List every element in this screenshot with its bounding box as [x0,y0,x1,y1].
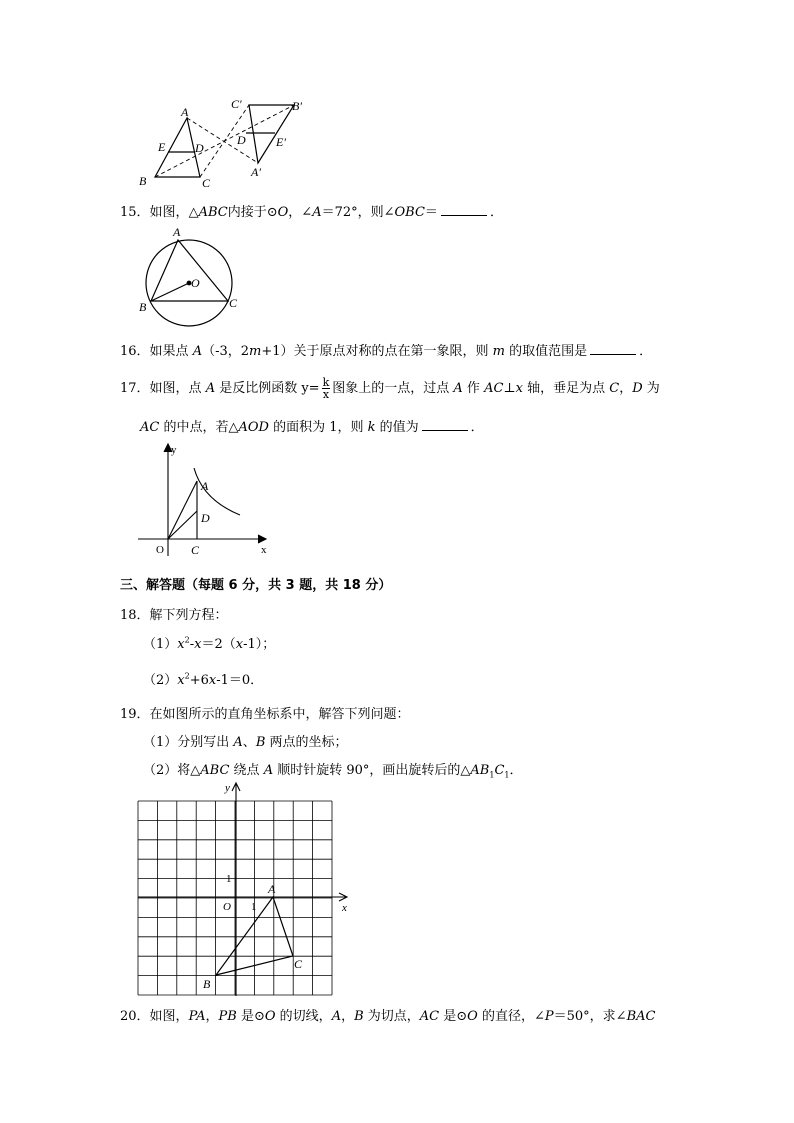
q20-t5: 是⊙ [236,1009,265,1024]
q16-t2: A [192,344,203,359]
q20-t6: O [264,1009,276,1024]
q16-text [120,340,652,359]
q17-l2-4: 的面积为 1，则 [268,420,368,435]
q19-p2-sub1: 1 [489,770,495,780]
q15-t5: O [277,205,289,220]
q18-title-text: 解下列方程： [149,608,228,623]
label-D: D [195,141,204,155]
q17-l2-7: ． [470,420,484,435]
label-B: B [139,174,147,188]
q19-label-B: B [203,977,211,991]
q15-label-B: B [139,300,147,314]
q19-p2-c: 绕点 [229,763,264,778]
q17-t9: x [515,381,523,396]
q19-p2-f: AB [470,763,490,778]
q19-label-1y: 1 [226,873,232,885]
q15-number: 15． [120,205,150,220]
q19-p2-b: ABC [200,763,230,778]
q19-label-y: y [225,782,230,794]
q16-number: 16． [120,344,150,359]
q17-l2-6: 的值为 [375,420,419,435]
label-E: E [158,140,166,154]
q20-text [120,1005,655,1024]
fraction-k-over-x [322,377,331,400]
q18-p1-b: x [177,637,185,652]
q16-t3: （-3，2 [202,344,250,359]
q18-p1-sup: 2 [184,635,190,645]
q17-t14: 为 [642,381,660,396]
q17-t11: C [609,381,620,396]
fraction-numerator: k [322,376,330,389]
q20-t9: ， [341,1009,355,1024]
label-B-prime: B′ [292,99,302,113]
q20-t1: 如图， [149,1009,189,1024]
q17-t2: A [205,381,216,396]
q16-t5: +1）关于原点对称的点在第一象限，则 [261,344,493,359]
q19-p2-d: A [263,763,274,778]
q18-p1-a: （1） [143,637,178,652]
q20-t16: P [544,1009,554,1024]
q19-label-1x: 1 [251,901,257,913]
q15-label-O: O [191,276,200,290]
q17-figure [135,440,275,558]
q19-grid-figure [130,780,360,1000]
q20-number: 20． [120,1009,150,1024]
q19-p1-e: 两点的坐标； [265,735,348,750]
q20-t7: 的切线， [275,1009,332,1024]
q19-p1-c: 、 [242,735,256,750]
q15-t10: ＝ [424,205,438,220]
q20-t10: B [354,1009,364,1024]
q19-p2-e: 顺时针旋转 90°，画出旋转后的△ [273,763,471,778]
q18-p1-f: x [235,637,244,652]
q15-t3: ABC [198,205,228,220]
q20-t13: 是⊙ [439,1009,468,1024]
label-A: A [181,105,189,119]
q20-t14: O [467,1009,478,1024]
q15-t9: OBC [394,205,425,220]
q19-part1 [143,731,348,750]
q16-t1: 如果点 [149,344,193,359]
q17-label-C: C [191,543,200,557]
q16-t6: m [492,344,505,359]
q19-label-A: A [268,882,276,896]
q17-t13: D [632,381,643,396]
q19-p2-sub2: 1 [504,770,510,780]
q20-t17: ＝50°，求∠ [553,1009,627,1024]
q17-label-A: A [201,479,209,493]
answer-blank [422,418,468,431]
q15-t7: A [312,205,322,220]
q19-p1-d: B [255,735,266,750]
q16-t8: ． [639,344,653,359]
q18-p1-g: -1）； [243,637,276,652]
q19-p1-b: A [233,735,243,750]
q17-l2-2: 的中点，若△ [159,420,239,435]
q15-t1: 如图， [149,205,189,220]
q16-t4: m [249,344,262,359]
label-C-prime: C′ [231,97,242,111]
section-heading: 三、解答题（每题 6 分，共 3 题，共 18 分） [120,578,392,593]
q17-t12: ， [619,381,633,396]
q17-line2 [140,416,484,435]
q17-label-O: O [156,544,164,556]
q15-figure [135,222,245,330]
q17-t5: A [453,381,463,396]
q19-label-O: O [223,901,231,913]
q20-t18: BAC [626,1009,656,1024]
q17-l2-5: k [367,420,376,435]
q18-p2-b: x [177,673,185,688]
label-E-prime: E′ [276,135,286,149]
q15-t2: △ [188,205,199,220]
q14-figure [130,95,330,193]
q17-label-D: D [201,511,210,525]
q19-p2-h: ． [509,763,523,778]
answer-blank [590,342,636,355]
q15-text [120,201,503,220]
q17-label-y: y [171,444,177,456]
q19-number: 19． [120,707,150,722]
q18-p2-e: -1＝0． [216,673,264,688]
q19-label-C: C [294,957,303,971]
q18-p2-a: （2） [143,673,178,688]
q20-t11: 为切点， [363,1009,420,1024]
q18-title [120,604,228,623]
q17-label-x: x [261,544,267,556]
q18-number: 18． [120,608,150,623]
q17-t7: AC [484,381,504,396]
q17-line1 [120,377,660,400]
q18-p1-d: x [194,637,202,652]
q15-t11: ． [489,205,503,220]
q15-t6: ，∠ [288,205,313,220]
q20-t15: 的直径，∠ [477,1009,545,1024]
q19-title-text: 在如图所示的直角坐标系中，解答下列问题： [149,707,410,722]
fraction-denominator: x [322,388,330,401]
q15-t4: 内接于⊙ [227,205,278,220]
q18-part2 [143,669,263,688]
q19-part2 [143,759,523,780]
q20-t4: PB [218,1009,237,1024]
q17-t1: 如图，点 [149,381,206,396]
q19-title [120,703,410,722]
q20-t12: AC [419,1009,440,1024]
q18-p2-c: +6 [189,673,209,688]
q17-t6: 作 [462,381,485,396]
label-A-prime: A′ [251,165,261,179]
q17-t10: 轴，垂足为点 [522,381,610,396]
q20-t8: A [331,1009,342,1024]
q15-t8: ＝72°，则∠ [321,205,395,220]
q19-p2-g: C [494,763,505,778]
q19-label-x: x [342,902,347,914]
q19-p1-a: （1）分别写出 [143,735,234,750]
q17-l2-1: AC [140,420,160,435]
q15-label-A: A [173,225,181,239]
q17-t4: 图象上的一点，过点 [332,381,454,396]
q20-t2: PA [188,1009,206,1024]
q15-label-C: C [229,296,238,310]
q16-t7: 的取值范围是 [504,344,588,359]
q17-number: 17． [120,381,150,396]
q18-part1 [143,633,275,652]
q18-p1-c: - [189,637,195,652]
label-C: C [202,176,211,190]
label-D-right: D [237,133,246,147]
q17-l2-3: AOD [238,420,269,435]
q18-p2-sup: 2 [184,671,190,681]
q20-t3: ， [205,1009,219,1024]
q17-t8: ⊥ [503,381,516,396]
q19-p2-a: （2）将△ [143,763,201,778]
q18-p1-e: ＝2（ [201,637,236,652]
q17-t3: 是反比例函数 y= [215,381,320,396]
answer-blank [441,203,487,216]
q18-p2-d: x [208,673,217,688]
